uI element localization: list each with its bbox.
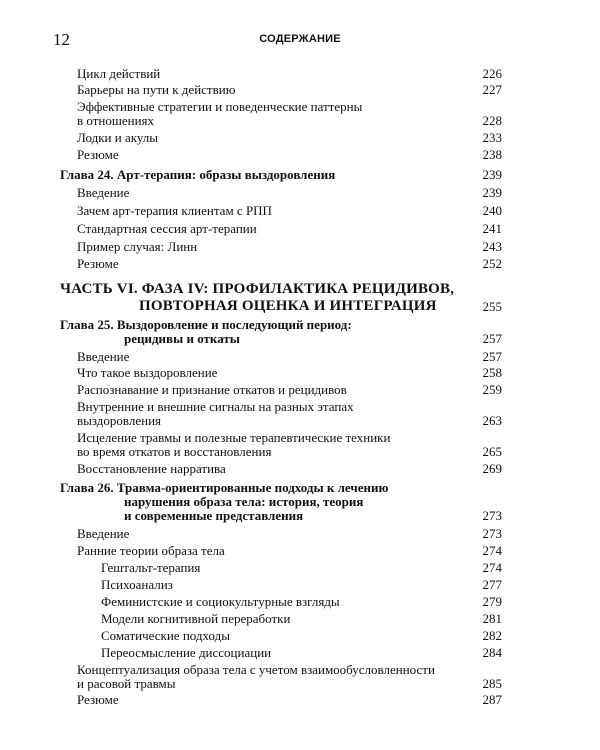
toc-page-number: 284: [482, 645, 502, 660]
toc-page-number: 241: [482, 221, 502, 236]
toc-page-number: 285: [482, 676, 502, 691]
toc-page-number: 239: [482, 167, 502, 182]
toc-page-number: 281: [482, 611, 502, 626]
toc-page-number: 258: [482, 365, 502, 380]
toc-page-number: 273: [482, 508, 502, 523]
toc-page-number: 233: [482, 130, 502, 145]
toc-entry: Цикл действий: [77, 66, 161, 81]
toc-page-number: 279: [482, 594, 502, 609]
toc-entry: Распознавание и признание откатов и рецидивов: [77, 382, 347, 397]
toc-subentry: Переосмысление диссоциации: [101, 645, 272, 660]
toc-entry: Введение: [77, 185, 130, 200]
toc-chapter-heading: Глава 24. Арт-терапия: образы выздоровления: [60, 167, 336, 182]
toc-page-number: 274: [482, 543, 502, 558]
toc-page-number: 227: [482, 82, 502, 97]
toc-entry: Введение: [77, 526, 130, 541]
toc-page-number: 226: [482, 66, 502, 81]
page-number: 12: [53, 30, 70, 49]
toc-entry: Что такое выздоровление: [77, 365, 218, 380]
running-title: СОДЕРЖАНИЕ: [259, 33, 341, 45]
toc-chapter-heading: Глава 25. Выздоровление и последующий период: рецидивы и откаты: [60, 317, 352, 346]
toc-page-number: 287: [482, 692, 502, 707]
toc-page-number: 243: [482, 239, 502, 254]
toc-chapter-heading: Глава 26. Травма-ориентированные подходы к лечению нарушения образа тела: история, теория и современные представления: [60, 480, 389, 523]
toc-entry: Внутренние и внешние сигналы на разных этапах выздоровления: [77, 399, 354, 428]
toc-entry: Ранние теории образа тела: [77, 543, 225, 558]
toc-page-number: 257: [482, 331, 502, 346]
toc-page-number: 257: [482, 349, 502, 364]
toc-subentry: Психоанализ: [101, 577, 173, 592]
toc-part-heading: ЧАСТЬ VI. ФАЗА IV: ПРОФИЛАКТИКА РЕЦИДИВОВ, ПОВТОРНАЯ ОЦЕНКА И ИНТЕГРАЦИЯ: [60, 281, 455, 314]
toc-entry: Исцеление травмы и полезные терапевтические техники во время откатов и восстановления: [77, 430, 391, 459]
toc-page-number: 252: [482, 256, 502, 271]
toc-page-number: 228: [482, 113, 502, 128]
toc-page-number: 259: [482, 382, 502, 397]
toc-page-number: 263: [482, 413, 502, 428]
toc-entry: Резюме: [77, 147, 119, 162]
toc-page-number: 239: [482, 185, 502, 200]
toc-entry: Введение: [77, 349, 130, 364]
toc-entry: Восстановление нарратива: [77, 461, 226, 476]
toc-page-number: 277: [482, 577, 502, 592]
toc-subentry: Соматические подходы: [101, 628, 231, 643]
toc-subentry: Модели когнитивной переработки: [101, 611, 291, 626]
toc-entry: Резюме: [77, 692, 119, 707]
toc-page-number: 282: [482, 628, 502, 643]
toc-page-number: 238: [482, 147, 502, 162]
toc-entry: Резюме: [77, 256, 119, 271]
toc-page-number: 274: [482, 560, 502, 575]
toc-entry: Лодки и акулы: [77, 130, 159, 145]
toc-page-number: 255: [482, 299, 502, 314]
toc-entry: Пример случая: Линн: [77, 239, 198, 254]
toc-page-number: 265: [482, 444, 502, 459]
toc-entry: Эффективные стратегии и поведенческие паттерны в отношениях: [77, 99, 363, 128]
toc-entry: Зачем арт-терапия клиентам с РПП: [77, 203, 272, 218]
toc-page-number: 269: [482, 461, 502, 476]
toc-entry: Стандартная сессия арт-терапии: [77, 221, 257, 236]
toc-entry: Концептуализация образа тела с учетом взаимообусловленности и расовой травмы: [77, 662, 435, 691]
toc-page-number: 240: [482, 203, 502, 218]
toc-entry: Барьеры на пути к действию: [77, 82, 236, 97]
toc-subentry: Гештальт-терапия: [101, 560, 201, 575]
toc-page-number: 273: [482, 526, 502, 541]
toc-subentry: Феминистские и социокультурные взгляды: [101, 594, 340, 609]
